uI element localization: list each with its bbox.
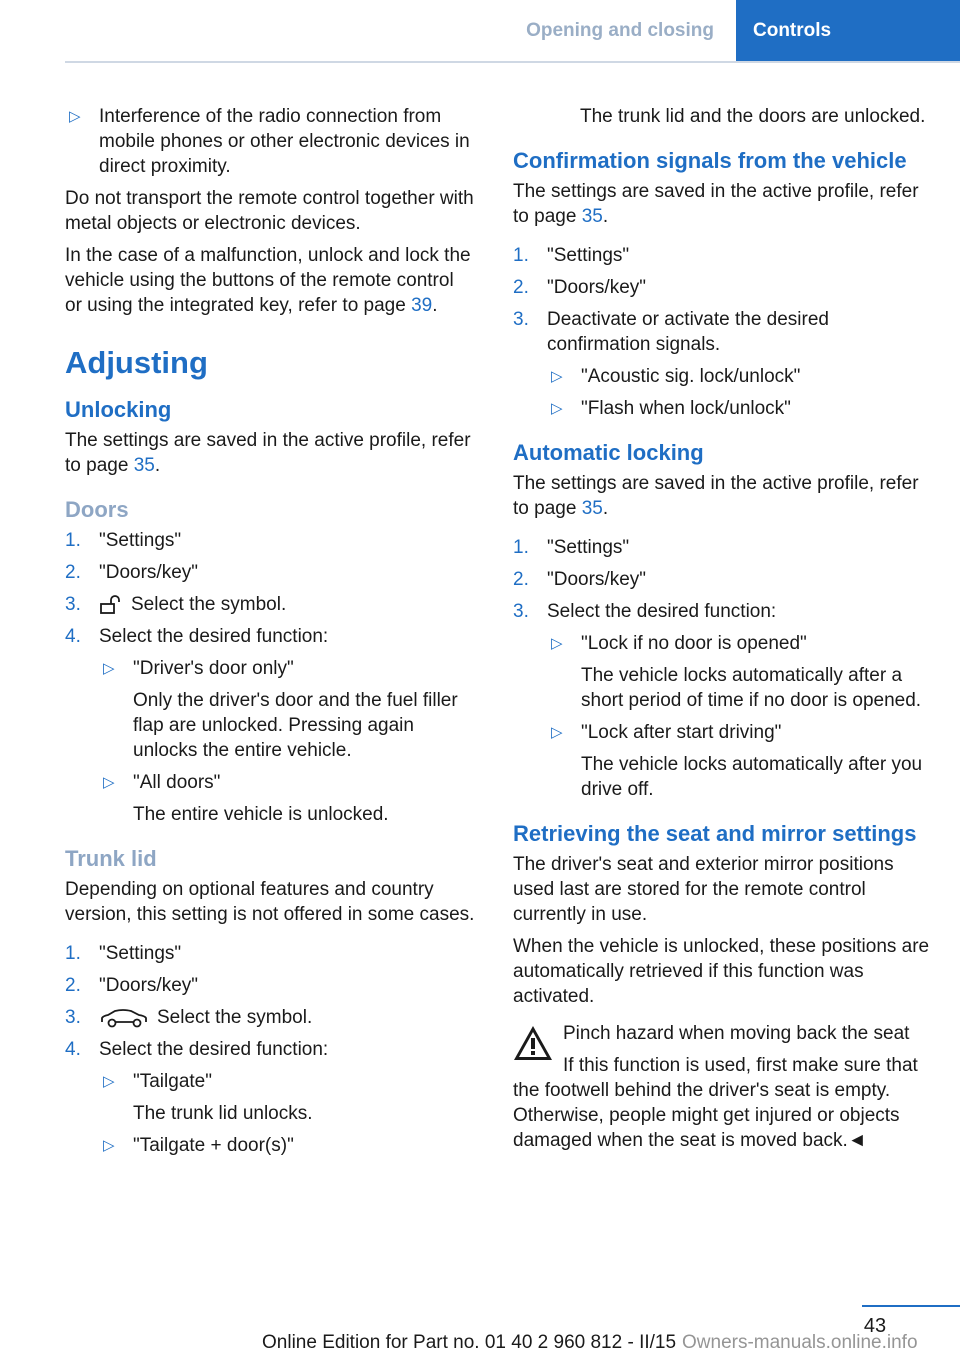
list-item: 2. "Doors/key": [65, 975, 199, 996]
list-item: 3. Select the symbol.: [65, 1007, 313, 1028]
list-item: 2. "Doors/key": [513, 569, 647, 590]
page-link-35[interactable]: 35: [581, 206, 603, 227]
page-link-39[interactable]: 39: [411, 295, 433, 316]
heading-doors: Doors: [65, 497, 129, 522]
heading-adjusting: Adjusting: [65, 345, 208, 380]
edition-line: Online Edition for Part no. 01 40 2 960 812 - II/15: [262, 1332, 677, 1353]
watermark: Owners-manuals.online.info: [682, 1332, 918, 1353]
list-item: 1. "Settings": [65, 530, 182, 551]
doors-options: [99, 656, 475, 827]
option-description: The vehicle locks automatically after a short period of time if no door is opened.: [581, 665, 922, 711]
list-item: 1. "Settings": [513, 537, 630, 558]
page-link-35[interactable]: 35: [581, 498, 603, 519]
confirm-steps: [513, 243, 931, 421]
heading-unlocking: Unlocking: [65, 397, 172, 422]
triangle-bullet-icon: ▷: [551, 724, 563, 741]
list-item: ▷ "Tailgate" The trunk lid unlocks.: [99, 1069, 475, 1126]
heading-confirmation-signals: Confirmation signals from the vehicle: [513, 148, 907, 173]
paragraph-seat-2: When the vehicle is unlocked, these positions are automatically retrieved if this function was activated.: [513, 936, 930, 1007]
list-item: 2. "Doors/key": [65, 562, 199, 583]
triangle-bullet-icon: ▷: [551, 635, 563, 652]
footer-rule: [862, 1305, 960, 1307]
list-item: 4. Select the desired function: ▷ "Driver's door only" Only the driver's door and the fuel filler flap are unlocked. Pressing again unlocks the entire vehicle. ▷ "All doors" The entire vehicle is unlocked.: [65, 624, 475, 827]
list-item: ▷ "All doors" The entire vehicle is unlocked.: [99, 770, 475, 827]
heading-automatic-locking: Automatic locking: [513, 440, 704, 465]
list-item: 1. "Settings": [513, 245, 630, 266]
list-item: 1. "Settings": [65, 943, 182, 964]
paragraph-settings-saved: The settings are saved in the active profile, refer to page 35.: [513, 181, 919, 227]
heading-trunk-lid: Trunk lid: [65, 846, 157, 871]
confirm-options: [547, 364, 931, 421]
paragraph-transport: Do not transport the remote control together with metal objects or electronic devices.: [65, 188, 474, 234]
list-item: ▷ "Tailgate + door(s)": [103, 1135, 294, 1156]
list-item: 2. "Doors/key": [513, 277, 647, 298]
warning-title: Pinch hazard when moving back the seat: [563, 1023, 910, 1044]
auto-options: [547, 631, 931, 802]
page-number: 43: [863, 1315, 887, 1337]
header-section-title: Opening and closing: [526, 19, 714, 41]
paragraph-settings-saved: The settings are saved in the active profile, refer to page 35.: [513, 473, 919, 519]
triangle-bullet-icon: ▷: [103, 774, 115, 791]
trunk-options: [99, 1069, 475, 1158]
interference-list: [65, 104, 475, 179]
doors-steps: [65, 528, 475, 827]
list-item: 3. Select the symbol.: [65, 594, 287, 615]
header-chapter-tab: Controls: [736, 0, 960, 61]
triangle-bullet-icon: ▷: [103, 1137, 115, 1154]
unlock-symbol-icon: [99, 595, 123, 615]
header-rule: [65, 61, 960, 63]
page-link-35[interactable]: 35: [133, 455, 155, 476]
paragraph-settings-saved: The settings are saved in the active profile, refer to page 35.: [65, 430, 471, 476]
heading-retrieving-seat-mirror: Retrieving the seat and mirror settings: [513, 821, 917, 846]
option-description: Only the driver's door and the fuel filler flap are unlocked. Pressing again unlocks the entire vehicle.: [133, 690, 458, 761]
paragraph-trunk: Depending on optional features and country version, this setting is not offered in some cases.: [65, 879, 475, 925]
option-description: The trunk lid and the doors are unlocked.: [580, 106, 926, 127]
list-item: 4. Select the desired function: ▷ "Tailgate" The trunk lid unlocks. ▷ "Tailgate + door(s)": [65, 1037, 475, 1158]
right-column: [513, 104, 931, 1153]
warning-triangle-icon: [513, 1025, 553, 1061]
option-description: The entire vehicle is unlocked.: [133, 804, 389, 825]
auto-steps: [513, 535, 931, 802]
warning-note: [513, 1021, 931, 1046]
paragraph-seat-1: The driver's seat and exterior mirror positions used last are stored for the remote control currently in use.: [513, 854, 894, 925]
list-item: ▷ "Flash when lock/unlock": [551, 398, 791, 419]
car-trunk-symbol-icon: [99, 1008, 149, 1028]
triangle-bullet-icon: ▷: [69, 108, 81, 125]
list-item: ▷ "Lock after start driving" The vehicle locks automatically after you drive off.: [547, 720, 931, 802]
list-item: 3. Select the desired function: ▷ "Lock if no door is opened" The vehicle locks automatically after a short period of time if no door is opened. ▷ "Lock after start driving" The vehicle locks automatically after you drive off.: [513, 599, 931, 802]
list-item: ▷ Interference of the radio connection from mobile phones or other electronic devices in direct proximity.: [69, 106, 470, 177]
warning-text: If this function is used, first make sure that the footwell behind the driver's seat is empty. Otherwise, people might get injured or objects damaged when the seat is moved back.◄: [513, 1055, 918, 1151]
triangle-bullet-icon: ▷: [103, 1073, 115, 1090]
option-description: The vehicle locks automatically after you drive off.: [581, 754, 923, 800]
option-description: The trunk lid unlocks.: [133, 1103, 313, 1124]
left-column: [65, 104, 475, 1165]
triangle-bullet-icon: ▷: [551, 368, 563, 385]
list-item: ▷ "Driver's door only" Only the driver's door and the fuel filler flap are unlocked. Pressing again unlocks the entire vehicle.: [99, 656, 475, 763]
trunk-steps: [65, 941, 475, 1158]
triangle-bullet-icon: ▷: [551, 400, 563, 417]
paragraph-malfunction: In the case of a malfunction, unlock and lock the vehicle using the buttons of the remote control or using the integrated key, refer to page 39.: [65, 245, 471, 316]
list-item: ▷ "Lock if no door is opened" The vehicle locks automatically after a short period of time if no door is opened.: [547, 631, 931, 713]
list-item: 3. Deactivate or activate the desired confirmation signals. ▷ "Acoustic sig. lock/unlock" ▷ "Flash when lock/unlock": [513, 307, 931, 421]
list-item: ▷ "Acoustic sig. lock/unlock": [551, 366, 801, 387]
triangle-bullet-icon: ▷: [103, 660, 115, 677]
